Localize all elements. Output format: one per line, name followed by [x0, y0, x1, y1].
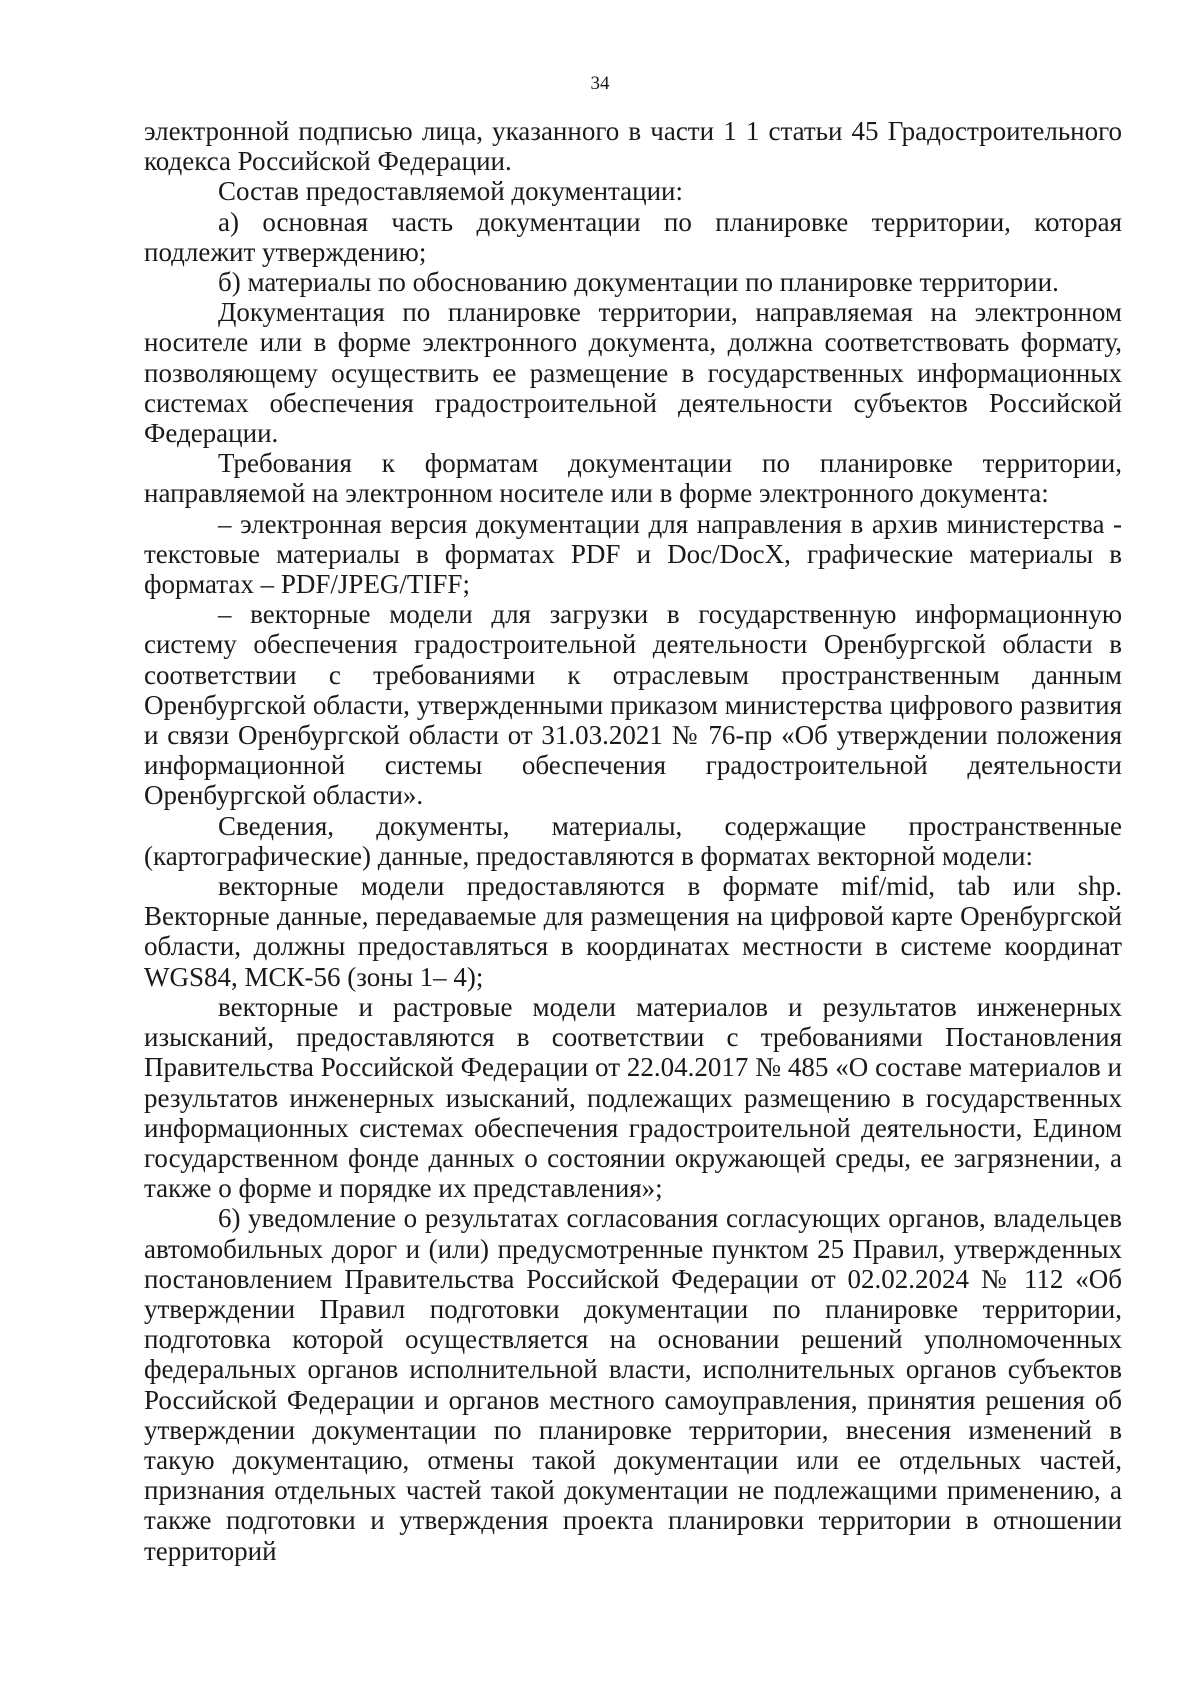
paragraph-signature-continuation: электронной подписью лица, указанного в части 1 1 статьи 45 Градостроительного кодекса Российской Федерации.	[144, 116, 1122, 177]
list-item-justification-materials: б) материалы по обоснованию документации по планировке территории.	[218, 267, 1059, 298]
paragraph-spatial-data: Сведения, документы, материалы, содержащие пространственные (картографические) данные, предоставляются в форматах векторной модели:	[144, 810, 1122, 871]
list-item-main-part: а) основная часть документации по планировке территории, которая подлежит утверждению;	[144, 206, 1122, 267]
list-item-vector-models: – векторные модели для загрузки в государственную информационную систему обеспечения градостроительной деятельности Оренбургской области в соответствии с требованиями к отраслевым пространственным данным Оренбургской области, утвержденными приказом министерства цифрового развития и связи Оренбургской области от 31.03.2021 № 76-пр «Об утверждении положения информационной системы обеспечения градостроительной деятельности Оренбургской области».	[144, 599, 1122, 811]
page-number: 34	[590, 73, 610, 94]
paragraph-format-requirements: Требования к форматам документации по планировке территории, направляемой на электронном носителе или в форме электронного документа:	[144, 448, 1122, 509]
paragraph-electronic-format: Документация по планировке территории, направляемая на электронном носителе или в форме электронного документа, должна соответствовать формату, позволяющему осуществить ее размещение в государственных информационных системах обеспечения градостроительной деятельности субъектов Российской Федерации.	[144, 297, 1122, 449]
list-item-archive-version: – электронная версия документации для направления в архив министерства - текстовые материалы в форматах PDF и Doc/DocX, графические материалы в форматах – PDF/JPEG/TIFF;	[144, 508, 1122, 600]
list-item-engineering-surveys: векторные и растровые модели материалов и результатов инженерных изысканий, предоставляются в соответствии с требованиями Постановления Правительства Российской Федерации от 22.04.2017 № 485 «О составе материалов и результатов инженерных изысканий, подлежащих размещению в государственных информационных системах обеспечения градостроительной деятельности, Едином государственном фонде данных о состоянии окружающей среды, ее загрязнении, а также о форме и порядке их представления»;	[144, 991, 1122, 1204]
list-item-approval-notice: 6) уведомление о результатах согласования согласующих органов, владельцев автомобильных дорог и (или) предусмотренные пунктом 25 Правил, утвержденных постановлением Правительства Российской Федерации от 02.02.2024 № 112 «Об утверждении Правил подготовки документации по планировке территории, подготовка которой осуществляется на основании решений уполномоченных федеральных органов исполнительной власти, исполнительных органов субъектов Российской Федерации и органов местного самоуправления, принятия решения об утверждении документации по планировке территории, внесения изменений в такую документацию, отмены такой документации или ее отдельных частей, признания отдельных частей такой документации не подлежащими применению, а также подготовки и утверждения проекта планировки территории в отношении территорий	[144, 1203, 1122, 1566]
document-body	[144, 116, 1122, 1566]
list-item-vector-formats: векторные модели предоставляются в формате mif/mid, tab или shp. Векторные данные, передаваемые для размещения на цифровой карте Оренбургской области, должны предоставляться в координатах местности в системе координат WGS84, МСК-56 (зоны 1– 4);	[144, 871, 1122, 992]
paragraph-documentation-composition: Состав предоставляемой документации:	[218, 176, 684, 207]
